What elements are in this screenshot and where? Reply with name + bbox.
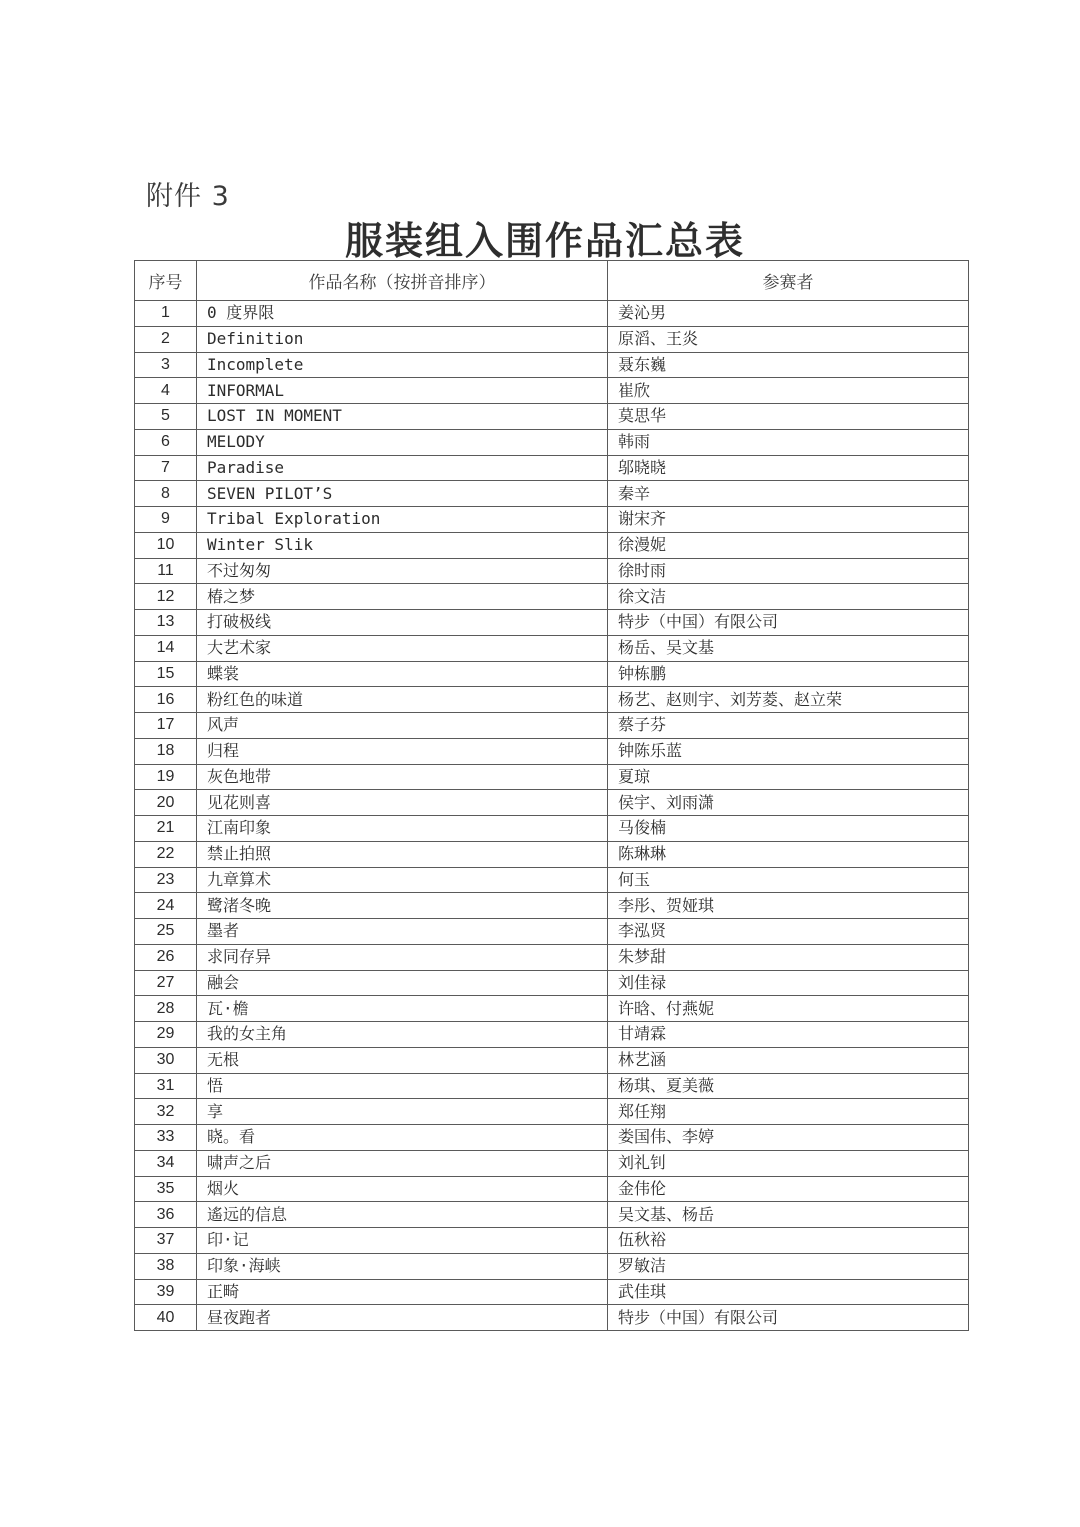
row-participant: 蔡子芬 <box>608 713 969 739</box>
row-participant: 原滔、王炎 <box>608 326 969 352</box>
table-row <box>135 687 969 713</box>
table-row <box>135 867 969 893</box>
row-participant: 侯宇、刘雨潇 <box>608 790 969 816</box>
table-row <box>135 661 969 687</box>
table-row <box>135 790 969 816</box>
row-work-name: INFORMAL <box>197 378 608 404</box>
row-work-name: 印·记 <box>197 1228 608 1254</box>
row-index: 20 <box>135 790 197 816</box>
row-work-name: Tribal Exploration <box>197 507 608 533</box>
row-participant: 姜沁男 <box>608 301 969 327</box>
row-work-name: 印象·海峡 <box>197 1253 608 1279</box>
document-title: 服装组入围作品汇总表 <box>344 219 745 263</box>
row-index: 35 <box>135 1176 197 1202</box>
table-row <box>135 1125 969 1151</box>
row-participant: 邬晓晓 <box>608 455 969 481</box>
row-participant: 马俊楠 <box>608 816 969 842</box>
row-index: 23 <box>135 867 197 893</box>
table-row <box>135 1099 969 1125</box>
row-index: 38 <box>135 1253 197 1279</box>
table-row <box>135 378 969 404</box>
row-index: 4 <box>135 378 197 404</box>
row-participant: 甘靖霖 <box>608 1022 969 1048</box>
row-work-name: 享 <box>197 1099 608 1125</box>
table-row <box>135 635 969 661</box>
table-body <box>135 301 969 1331</box>
row-work-name: 灰色地带 <box>197 764 608 790</box>
row-work-name: 不过匆匆 <box>197 558 608 584</box>
row-participant: 莫思华 <box>608 404 969 430</box>
row-participant: 李彤、贺娅琪 <box>608 893 969 919</box>
table-row <box>135 816 969 842</box>
row-index: 8 <box>135 481 197 507</box>
row-participant: 陈琳琳 <box>608 841 969 867</box>
table-row <box>135 481 969 507</box>
row-index: 16 <box>135 687 197 713</box>
row-participant: 朱梦甜 <box>608 944 969 970</box>
row-participant: 许晗、付燕妮 <box>608 996 969 1022</box>
row-index: 2 <box>135 326 197 352</box>
row-work-name: SEVEN PILOT’S <box>197 481 608 507</box>
table-row <box>135 532 969 558</box>
table-row <box>135 764 969 790</box>
table-row <box>135 1176 969 1202</box>
row-index: 19 <box>135 764 197 790</box>
table-row <box>135 404 969 430</box>
row-participant: 金伟伦 <box>608 1176 969 1202</box>
row-index: 12 <box>135 584 197 610</box>
row-participant: 林艺涵 <box>608 1047 969 1073</box>
row-index: 24 <box>135 893 197 919</box>
entries-table <box>134 260 969 1331</box>
row-participant: 杨艺、赵则宇、刘芳菱、赵立荣 <box>608 687 969 713</box>
row-participant: 钟陈乐蓝 <box>608 738 969 764</box>
row-index: 14 <box>135 635 197 661</box>
row-work-name: 禁止拍照 <box>197 841 608 867</box>
row-index: 33 <box>135 1125 197 1151</box>
table-row <box>135 996 969 1022</box>
row-participant: 谢宋齐 <box>608 507 969 533</box>
row-index: 40 <box>135 1305 197 1331</box>
table-row <box>135 841 969 867</box>
row-index: 7 <box>135 455 197 481</box>
row-index: 30 <box>135 1047 197 1073</box>
row-participant: 徐文洁 <box>608 584 969 610</box>
table-header-row <box>135 261 969 301</box>
row-participant: 娄国伟、李婷 <box>608 1125 969 1151</box>
row-index: 28 <box>135 996 197 1022</box>
table-row <box>135 893 969 919</box>
row-work-name: 鹭渚冬晚 <box>197 893 608 919</box>
row-participant: 杨琪、夏美薇 <box>608 1073 969 1099</box>
table-row <box>135 713 969 739</box>
row-index: 32 <box>135 1099 197 1125</box>
attachment-label: 附件 3 <box>146 181 230 212</box>
row-work-name: Incomplete <box>197 352 608 378</box>
row-participant: 徐漫妮 <box>608 532 969 558</box>
row-index: 31 <box>135 1073 197 1099</box>
row-work-name: 椿之梦 <box>197 584 608 610</box>
table-row <box>135 1253 969 1279</box>
row-work-name: 我的女主角 <box>197 1022 608 1048</box>
row-participant: 特步（中国）有限公司 <box>608 1305 969 1331</box>
row-work-name: 归程 <box>197 738 608 764</box>
row-work-name: LOST IN MOMENT <box>197 404 608 430</box>
row-index: 5 <box>135 404 197 430</box>
row-participant: 夏琼 <box>608 764 969 790</box>
table-row <box>135 1073 969 1099</box>
table-row <box>135 970 969 996</box>
row-index: 17 <box>135 713 197 739</box>
table-row <box>135 610 969 636</box>
row-index: 3 <box>135 352 197 378</box>
table-row <box>135 1228 969 1254</box>
row-index: 34 <box>135 1150 197 1176</box>
row-index: 9 <box>135 507 197 533</box>
row-participant: 钟栋鹏 <box>608 661 969 687</box>
table-row <box>135 584 969 610</box>
row-work-name: 见花则喜 <box>197 790 608 816</box>
row-participant: 刘佳禄 <box>608 970 969 996</box>
table-row <box>135 1202 969 1228</box>
table-row <box>135 455 969 481</box>
table-row <box>135 301 969 327</box>
row-index: 37 <box>135 1228 197 1254</box>
table-row <box>135 1305 969 1331</box>
row-participant: 秦辛 <box>608 481 969 507</box>
row-work-name: 烟火 <box>197 1176 608 1202</box>
table-row <box>135 1279 969 1305</box>
row-work-name: 0 度界限 <box>197 301 608 327</box>
row-work-name: MELODY <box>197 429 608 455</box>
column-header-work-name: 作品名称（按拼音排序） <box>197 261 608 301</box>
table-row <box>135 507 969 533</box>
row-participant: 罗敏洁 <box>608 1253 969 1279</box>
row-index: 22 <box>135 841 197 867</box>
row-index: 39 <box>135 1279 197 1305</box>
row-participant: 李泓贤 <box>608 919 969 945</box>
row-index: 27 <box>135 970 197 996</box>
row-participant: 韩雨 <box>608 429 969 455</box>
table-row <box>135 352 969 378</box>
row-index: 11 <box>135 558 197 584</box>
row-work-name: 蝶裳 <box>197 661 608 687</box>
row-participant: 徐时雨 <box>608 558 969 584</box>
row-index: 18 <box>135 738 197 764</box>
row-work-name: 遙远的信息 <box>197 1202 608 1228</box>
row-index: 6 <box>135 429 197 455</box>
table-row <box>135 326 969 352</box>
table-row <box>135 429 969 455</box>
row-work-name: 融会 <box>197 970 608 996</box>
row-index: 25 <box>135 919 197 945</box>
row-participant: 特步（中国）有限公司 <box>608 610 969 636</box>
row-work-name: 求同存异 <box>197 944 608 970</box>
row-participant: 吴文基、杨岳 <box>608 1202 969 1228</box>
row-index: 29 <box>135 1022 197 1048</box>
row-index: 10 <box>135 532 197 558</box>
table-row <box>135 558 969 584</box>
row-work-name: 打破极线 <box>197 610 608 636</box>
row-work-name: 正畸 <box>197 1279 608 1305</box>
row-work-name: 无根 <box>197 1047 608 1073</box>
row-participant: 伍秋裕 <box>608 1228 969 1254</box>
row-work-name: 晓。看 <box>197 1125 608 1151</box>
row-index: 21 <box>135 816 197 842</box>
row-participant: 武佳琪 <box>608 1279 969 1305</box>
row-participant: 郑任翔 <box>608 1099 969 1125</box>
row-work-name: 风声 <box>197 713 608 739</box>
row-index: 13 <box>135 610 197 636</box>
row-work-name: 江南印象 <box>197 816 608 842</box>
row-work-name: 瓦·檐 <box>197 996 608 1022</box>
row-work-name: 九章算术 <box>197 867 608 893</box>
row-index: 26 <box>135 944 197 970</box>
row-index: 15 <box>135 661 197 687</box>
row-work-name: 啸声之后 <box>197 1150 608 1176</box>
row-work-name: Paradise <box>197 455 608 481</box>
column-header-index: 序号 <box>135 261 197 301</box>
row-work-name: 昼夜跑者 <box>197 1305 608 1331</box>
row-work-name: 大艺术家 <box>197 635 608 661</box>
row-work-name: Definition <box>197 326 608 352</box>
row-participant: 杨岳、吴文基 <box>608 635 969 661</box>
row-index: 36 <box>135 1202 197 1228</box>
row-work-name: 墨者 <box>197 919 608 945</box>
table-row <box>135 1022 969 1048</box>
table-row <box>135 919 969 945</box>
row-participant: 聂东巍 <box>608 352 969 378</box>
row-work-name: 悟 <box>197 1073 608 1099</box>
table-row <box>135 738 969 764</box>
row-work-name: 粉红色的味道 <box>197 687 608 713</box>
table-row <box>135 1150 969 1176</box>
row-index: 1 <box>135 301 197 327</box>
row-participant: 何玉 <box>608 867 969 893</box>
row-participant: 刘礼钊 <box>608 1150 969 1176</box>
table-row <box>135 1047 969 1073</box>
table-row <box>135 944 969 970</box>
row-work-name: Winter Slik <box>197 532 608 558</box>
row-participant: 崔欣 <box>608 378 969 404</box>
column-header-participant: 参赛者 <box>608 261 969 301</box>
